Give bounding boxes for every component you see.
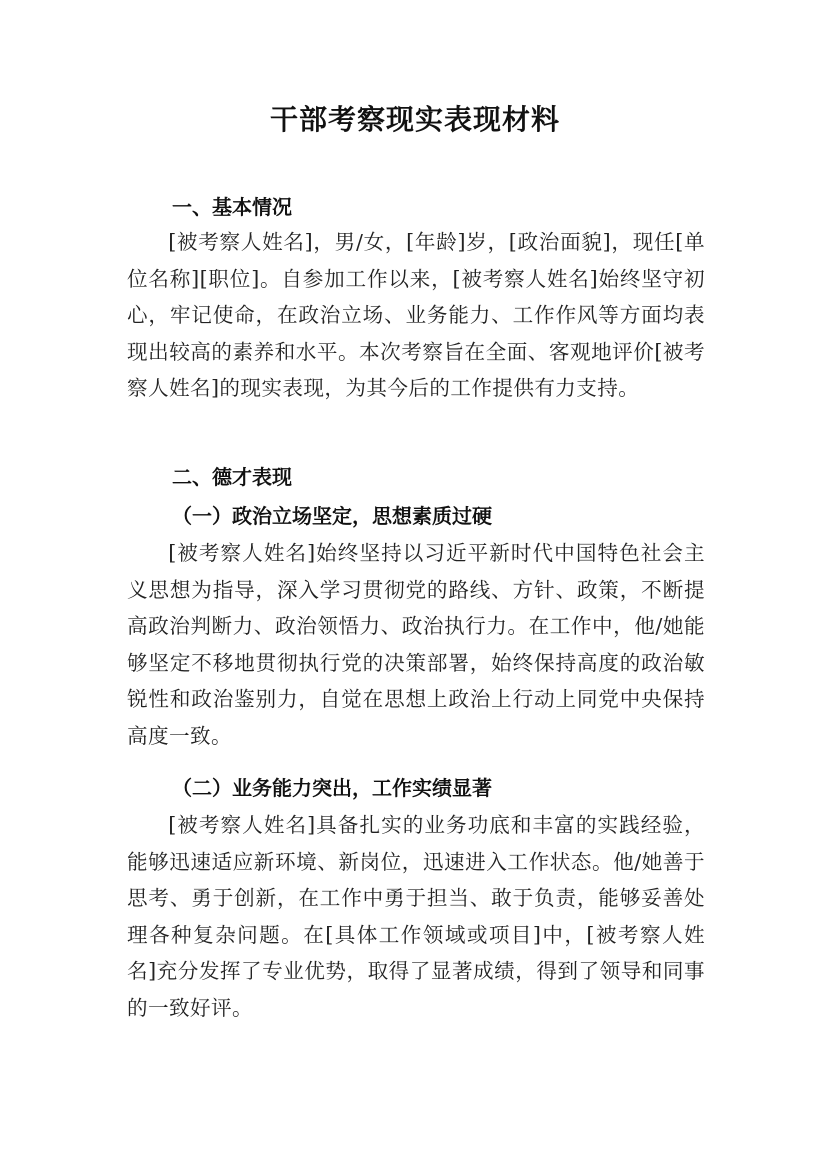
section-heading-performance: 二、德才表现 xyxy=(172,465,292,489)
paragraph-business-ability: [被考察人姓名]具备扎实的业务功底和丰富的实践经验，能够迅速适应新环境、新岗位，迅速进入工作状态。他/她善于思考、勇于创新，在工作中勇于担当、敢于负责，能够妥善处理各种复杂问题。在[具体工作领域或项目]中，[被考察人姓名]充分发挥了专业优势，取得了显著成绩，得到了领导和同事的一致好评。 xyxy=(127,813,705,1020)
paragraph-basic-info: [被考察人姓名]，男/女，[年龄]岁，[政治面貌]，现任[单位名称][职位]。自参加工作以来，[被考察人姓名]始终坚守初心，牢记使命，在政治立场、业务能力、工作作风等方面均表现出较高的素养和水平。本次考察旨在全面、客观地评价[被考察人姓名]的现实表现，为其今后的工作提供有力支持。 xyxy=(127,230,705,401)
subheading-political-stance: （一）政治立场坚定，思想素质过硬 xyxy=(172,504,492,528)
section-heading-basic-info: 一、基本情况 xyxy=(172,195,292,219)
subheading-business-ability: （二）业务能力突出，工作实绩显著 xyxy=(172,776,492,800)
paragraph-political-stance: [被考察人姓名]始终坚持以习近平新时代中国特色社会主义思想为指导，深入学习贯彻党的路线、方针、政策，不断提高政治判断力、政治领悟力、政治执行力。在工作中，他/她能够坚定不移地贯彻执行党的决策部署，始终保持高度的政治敏锐性和政治鉴别力，自觉在思想上政治上行动上同党中央保持高度一致。 xyxy=(127,541,705,748)
document-title: 干部考察现实表现材料 xyxy=(269,103,560,136)
